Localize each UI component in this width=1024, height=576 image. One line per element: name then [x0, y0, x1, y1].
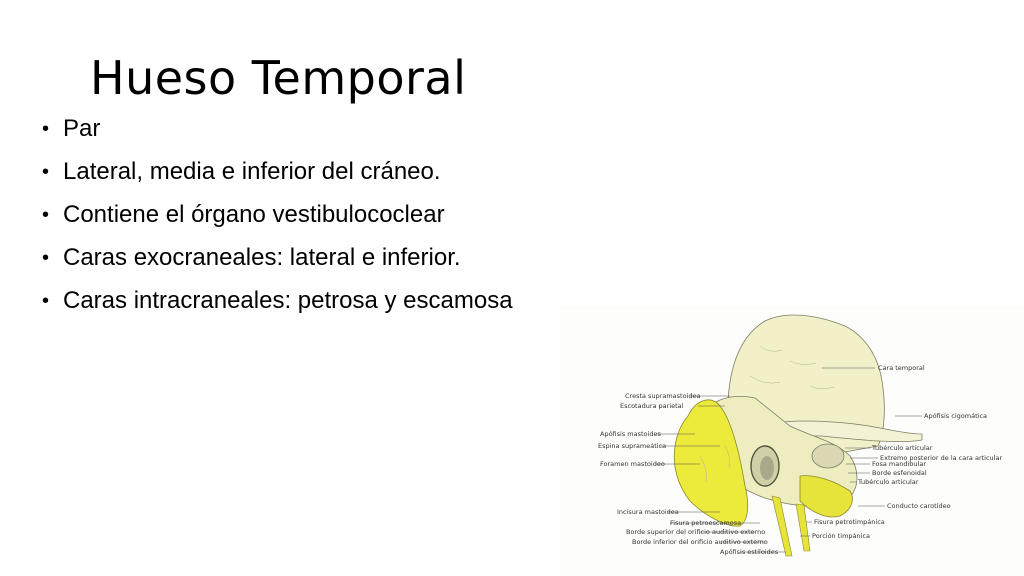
bullet-item	[42, 112, 513, 155]
bullet-text: Caras exocraneales: lateral e inferior.	[63, 244, 461, 271]
styloid-process-2-shape	[796, 504, 810, 551]
temporal-bone-figure	[560, 306, 1024, 576]
bullet-icon: •	[42, 118, 50, 140]
label-cara-temporal: Cara temporal	[878, 364, 925, 372]
label-apofisis-cigomatica: Apófisis cigomática	[924, 412, 987, 420]
label-borde-inferior-orificio: Borde inferior del orificio auditivo externo	[632, 538, 768, 546]
label-cresta-supramastoidea: Cresta supramastoidea	[625, 392, 701, 400]
bullet-icon: •	[42, 161, 50, 183]
bullet-text: Lateral, media e inferior del cráneo.	[63, 158, 441, 185]
temporal-bone-illustration	[560, 306, 1024, 576]
bullet-text: Contiene el órgano vestibulococlear	[63, 201, 445, 228]
page-title: Hueso Temporal	[90, 51, 467, 105]
bullet-item	[42, 155, 513, 198]
bullet-item	[42, 198, 513, 241]
label-escotadura-parietal: Escotadura parietal	[620, 402, 684, 410]
label-fisura-petroescamosa: Fisura petroescamosa	[670, 519, 742, 527]
bullet-icon: •	[42, 204, 50, 226]
label-fisura-petrotimpanica: Fisura petrotimpánica	[814, 518, 885, 526]
meatus-inner-shape	[760, 456, 774, 480]
label-tuberculo-articular-2: Tubérculo articular	[858, 478, 919, 486]
bullet-list	[42, 112, 513, 327]
label-apofisis-estiloides: Apófisis estiloides	[720, 548, 779, 556]
label-conducto-carotideo: Conducto carotídeo	[887, 502, 951, 510]
bullet-text: Par	[63, 115, 101, 142]
label-porcion-timpanica: Porción timpánica	[812, 532, 871, 540]
label-borde-superior-orificio: Borde superior del orificio auditivo externo	[626, 528, 766, 536]
label-apofisis-mastoides: Apófisis mastoides	[600, 430, 661, 438]
bullet-icon: •	[42, 290, 50, 312]
bullet-text: Caras intracraneales: petrosa y escamosa	[63, 287, 513, 314]
styloid-process-shape	[772, 496, 792, 556]
bullet-item	[42, 241, 513, 284]
label-foramen-mastoideo: Foramen mastoideo	[600, 460, 665, 468]
mandibular-fossa-shape	[812, 444, 844, 468]
label-borde-esfenoidal: Borde esfenoidal	[872, 469, 927, 477]
bullet-icon: •	[42, 247, 50, 269]
label-tuberculo-articular: Tubérculo articular	[872, 444, 933, 452]
label-espina-suprameatica: Espina suprameática	[598, 442, 667, 450]
bullet-item	[42, 284, 513, 327]
label-fosa-mandibular: Fosa mandibular	[872, 460, 926, 468]
label-extremo-posterior: Extremo posterior de la cara articular	[880, 454, 1003, 462]
label-incisura-mastoidea: Incisura mastoidea	[617, 508, 679, 516]
